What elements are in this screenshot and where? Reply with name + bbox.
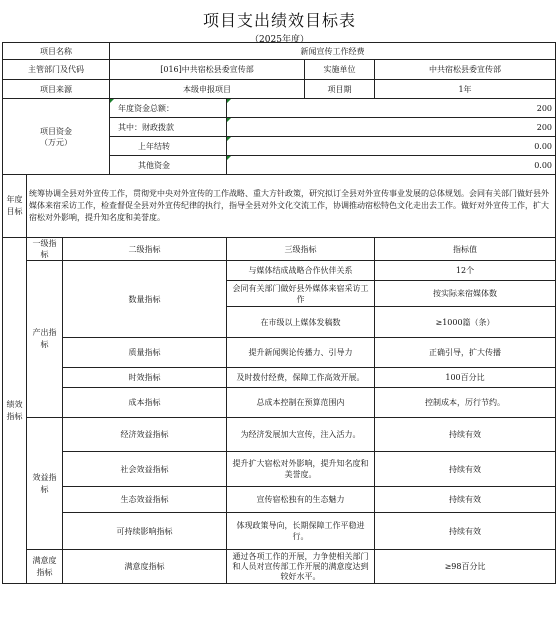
benefit-indicator-label: 效益指标	[27, 418, 63, 550]
level3-indicator: 提升新闻舆论传播力、引导力	[227, 338, 375, 368]
economic-benefit-indicator: 经济效益指标	[63, 418, 227, 452]
fund-fiscal-label: 其中：财政拨款	[110, 118, 227, 137]
row-fund-total	[3, 99, 556, 118]
fund-total-value: 200	[227, 99, 556, 118]
indicator-value: ≥98百分比	[375, 550, 556, 584]
table-row	[3, 487, 556, 513]
impl-label: 实施单位	[305, 60, 375, 80]
indicator-value: 控制成本，厉行节约。	[375, 388, 556, 418]
fund-carry-value: 0.00	[227, 137, 556, 156]
satisfaction-indicator-label: 满意度指标	[27, 550, 63, 584]
header-level2: 二级指标	[63, 238, 227, 261]
table-row	[3, 513, 556, 550]
indicator-value: 持续有效	[375, 452, 556, 487]
indicator-value: 持续有效	[375, 513, 556, 550]
annual-goal-text: 统筹协调全县对外宣传工作，贯彻党中央对外宣传的工作战略、重大方针政策，研究拟订全县对外宣传事业发展的总体规划。会同有关部门做好县外媒体来宿采访工作，检查督促全县对外宣传纪律的执行，指导全县对外文化交流工作，协调推动宿松特色文化走出去工作。做好对外宣传工作，扩大宿松对外影响，提升知名度和美誉度。	[27, 175, 556, 238]
fund-fiscal-value: 200	[227, 118, 556, 137]
source-value: 本级申报项目	[110, 80, 305, 99]
timeliness-indicator: 时效指标	[63, 368, 227, 388]
level3-indicator: 宣传宿松独有的生态魅力	[227, 487, 375, 513]
table-row	[3, 338, 556, 368]
level3-indicator: 及时拨付经费，保障工作高效开展。	[227, 368, 375, 388]
row-dept	[3, 60, 556, 80]
fund-total-label: 年度资金总额：	[110, 99, 227, 118]
row-project-name	[3, 43, 556, 60]
period-value: 1年	[375, 80, 556, 99]
table-row	[3, 368, 556, 388]
table-row	[3, 261, 556, 281]
annual-goal-label: 年度目标	[3, 175, 27, 238]
funds-label: 项目资金 （万元）	[3, 99, 110, 175]
level3-indicator: 总成本控制在预算范围内	[227, 388, 375, 418]
performance-table	[2, 42, 556, 584]
table-row	[3, 452, 556, 487]
social-benefit-indicator: 社会效益指标	[63, 452, 227, 487]
fund-other-label: 其他资金	[110, 156, 227, 175]
table-row	[3, 550, 556, 584]
perf-indicator-label: 绩效指标	[3, 238, 27, 584]
output-indicator-label: 产出指标	[27, 261, 63, 418]
header-value: 指标值	[375, 238, 556, 261]
period-label: 项目期	[305, 80, 375, 99]
source-label: 项目来源	[3, 80, 110, 99]
indicator-value: 正确引导，扩大传播	[375, 338, 556, 368]
indicator-value: 持续有效	[375, 487, 556, 513]
fund-other-value: 0.00	[227, 156, 556, 175]
row-source	[3, 80, 556, 99]
indicator-value: 100百分比	[375, 368, 556, 388]
header-level1: 一级指标	[27, 238, 63, 261]
quantity-indicator: 数量指标	[63, 261, 227, 338]
indicator-value: 持续有效	[375, 418, 556, 452]
row-indicator-header	[3, 238, 556, 261]
table-row	[3, 418, 556, 452]
level3-indicator: 提升扩大宿松对外影响，提升知名度和美誉度。	[227, 452, 375, 487]
ecological-benefit-indicator: 生态效益指标	[63, 487, 227, 513]
impl-value: 中共宿松县委宣传部	[375, 60, 556, 80]
header-level3: 三级指标	[227, 238, 375, 261]
cost-indicator: 成本指标	[63, 388, 227, 418]
dept-label: 主管部门及代码	[3, 60, 110, 80]
level3-indicator: 在市级以上媒体发稿数	[227, 307, 375, 338]
table-row	[3, 388, 556, 418]
page-title: 项目支出绩效目标表	[202, 11, 356, 30]
indicator-value: 按实际来宿媒体数	[375, 281, 556, 307]
project-name-label: 项目名称	[3, 43, 110, 60]
indicator-value: ≥1000篇（条）	[375, 307, 556, 338]
level3-indicator: 会同有关部门做好县外媒体来宿采访工作	[227, 281, 375, 307]
level3-indicator: 体现政策导向，长期保障工作平稳进行。	[227, 513, 375, 550]
level3-indicator: 为经济发展加大宣传，注入活力。	[227, 418, 375, 452]
satisfaction-level2-indicator: 满意度指标	[63, 550, 227, 584]
indicator-value: 12个	[375, 261, 556, 281]
level3-indicator: 与媒体结成战略合作伙伴关系	[227, 261, 375, 281]
quality-indicator: 质量指标	[63, 338, 227, 368]
sustainable-impact-indicator: 可持续影响指标	[63, 513, 227, 550]
fiscal-year: （2025年度）	[250, 35, 309, 45]
project-name-value: 新闻宣传工作经费	[110, 43, 556, 60]
fund-carry-label: 上年结转	[110, 137, 227, 156]
level3-indicator: 通过各项工作的开展，力争使相关部门和人员对宣传部工作开展的满意度达到较好水平。	[227, 550, 375, 584]
row-annual-goal	[3, 175, 556, 238]
dept-value: [016]中共宿松县委宣传部	[110, 60, 305, 80]
